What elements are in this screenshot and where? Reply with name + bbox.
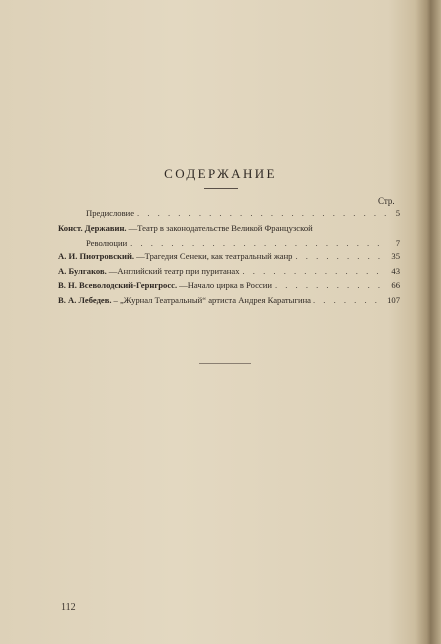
toc-entry-title: Предисловие xyxy=(86,208,135,218)
toc-entry-author: А. Булгаков. xyxy=(58,266,107,276)
toc-entry-page: 5 xyxy=(395,208,400,218)
page-number: 112 xyxy=(61,602,76,613)
toc-entry-page: 66 xyxy=(391,280,400,290)
dot-leader xyxy=(243,266,388,277)
toc-entry-title: – „Журнал Театральный“ артиста Андрея Каратыгина xyxy=(113,295,311,305)
toc-entry-author: А. И. Пиотровский. xyxy=(58,251,135,261)
toc-entry-page: 43 xyxy=(391,266,400,276)
title-rule xyxy=(204,188,238,189)
page-gutter xyxy=(415,0,441,644)
toc-entry-preface xyxy=(58,208,400,219)
contents-title: СОДЕРЖАНИЕ xyxy=(164,166,277,181)
toc-entry-author: В. Н. Всеволодский-Гернгросс. xyxy=(58,280,178,290)
dot-leader xyxy=(130,238,387,249)
toc-entry-piotrovsky xyxy=(58,251,400,262)
dot-leader xyxy=(295,251,387,262)
dot-leader xyxy=(313,295,385,306)
toc-entry-page: 35 xyxy=(391,251,400,261)
toc-entry-page: 7 xyxy=(395,238,400,248)
toc-entry-page: 107 xyxy=(387,295,400,305)
page-column-header: Стр. xyxy=(378,196,395,206)
toc-entry-lebedev xyxy=(58,295,400,306)
toc-entry-title: —Театр в законодательстве Великой Французской xyxy=(128,223,313,233)
section-end-rule xyxy=(199,363,251,364)
dot-leader xyxy=(275,280,387,291)
toc-entry-bulgakov xyxy=(58,266,400,277)
toc-entry-author: В. А. Лебедев. xyxy=(58,295,112,305)
dot-leader xyxy=(137,208,387,219)
toc-entry-title: —Английский театр при пуританах xyxy=(108,266,240,276)
toc-entry-author: Конст. Державин. xyxy=(58,223,127,233)
toc-entry-title: —Начало цирка в России xyxy=(179,280,272,290)
toc-entry-title: —Трагедия Сенеки, как театральный жанр xyxy=(136,251,293,261)
toc-entry-vsevolodsky xyxy=(58,280,400,291)
toc-entry-title-continued: Революции xyxy=(86,238,128,248)
toc-entry-derzhavin xyxy=(58,223,400,249)
